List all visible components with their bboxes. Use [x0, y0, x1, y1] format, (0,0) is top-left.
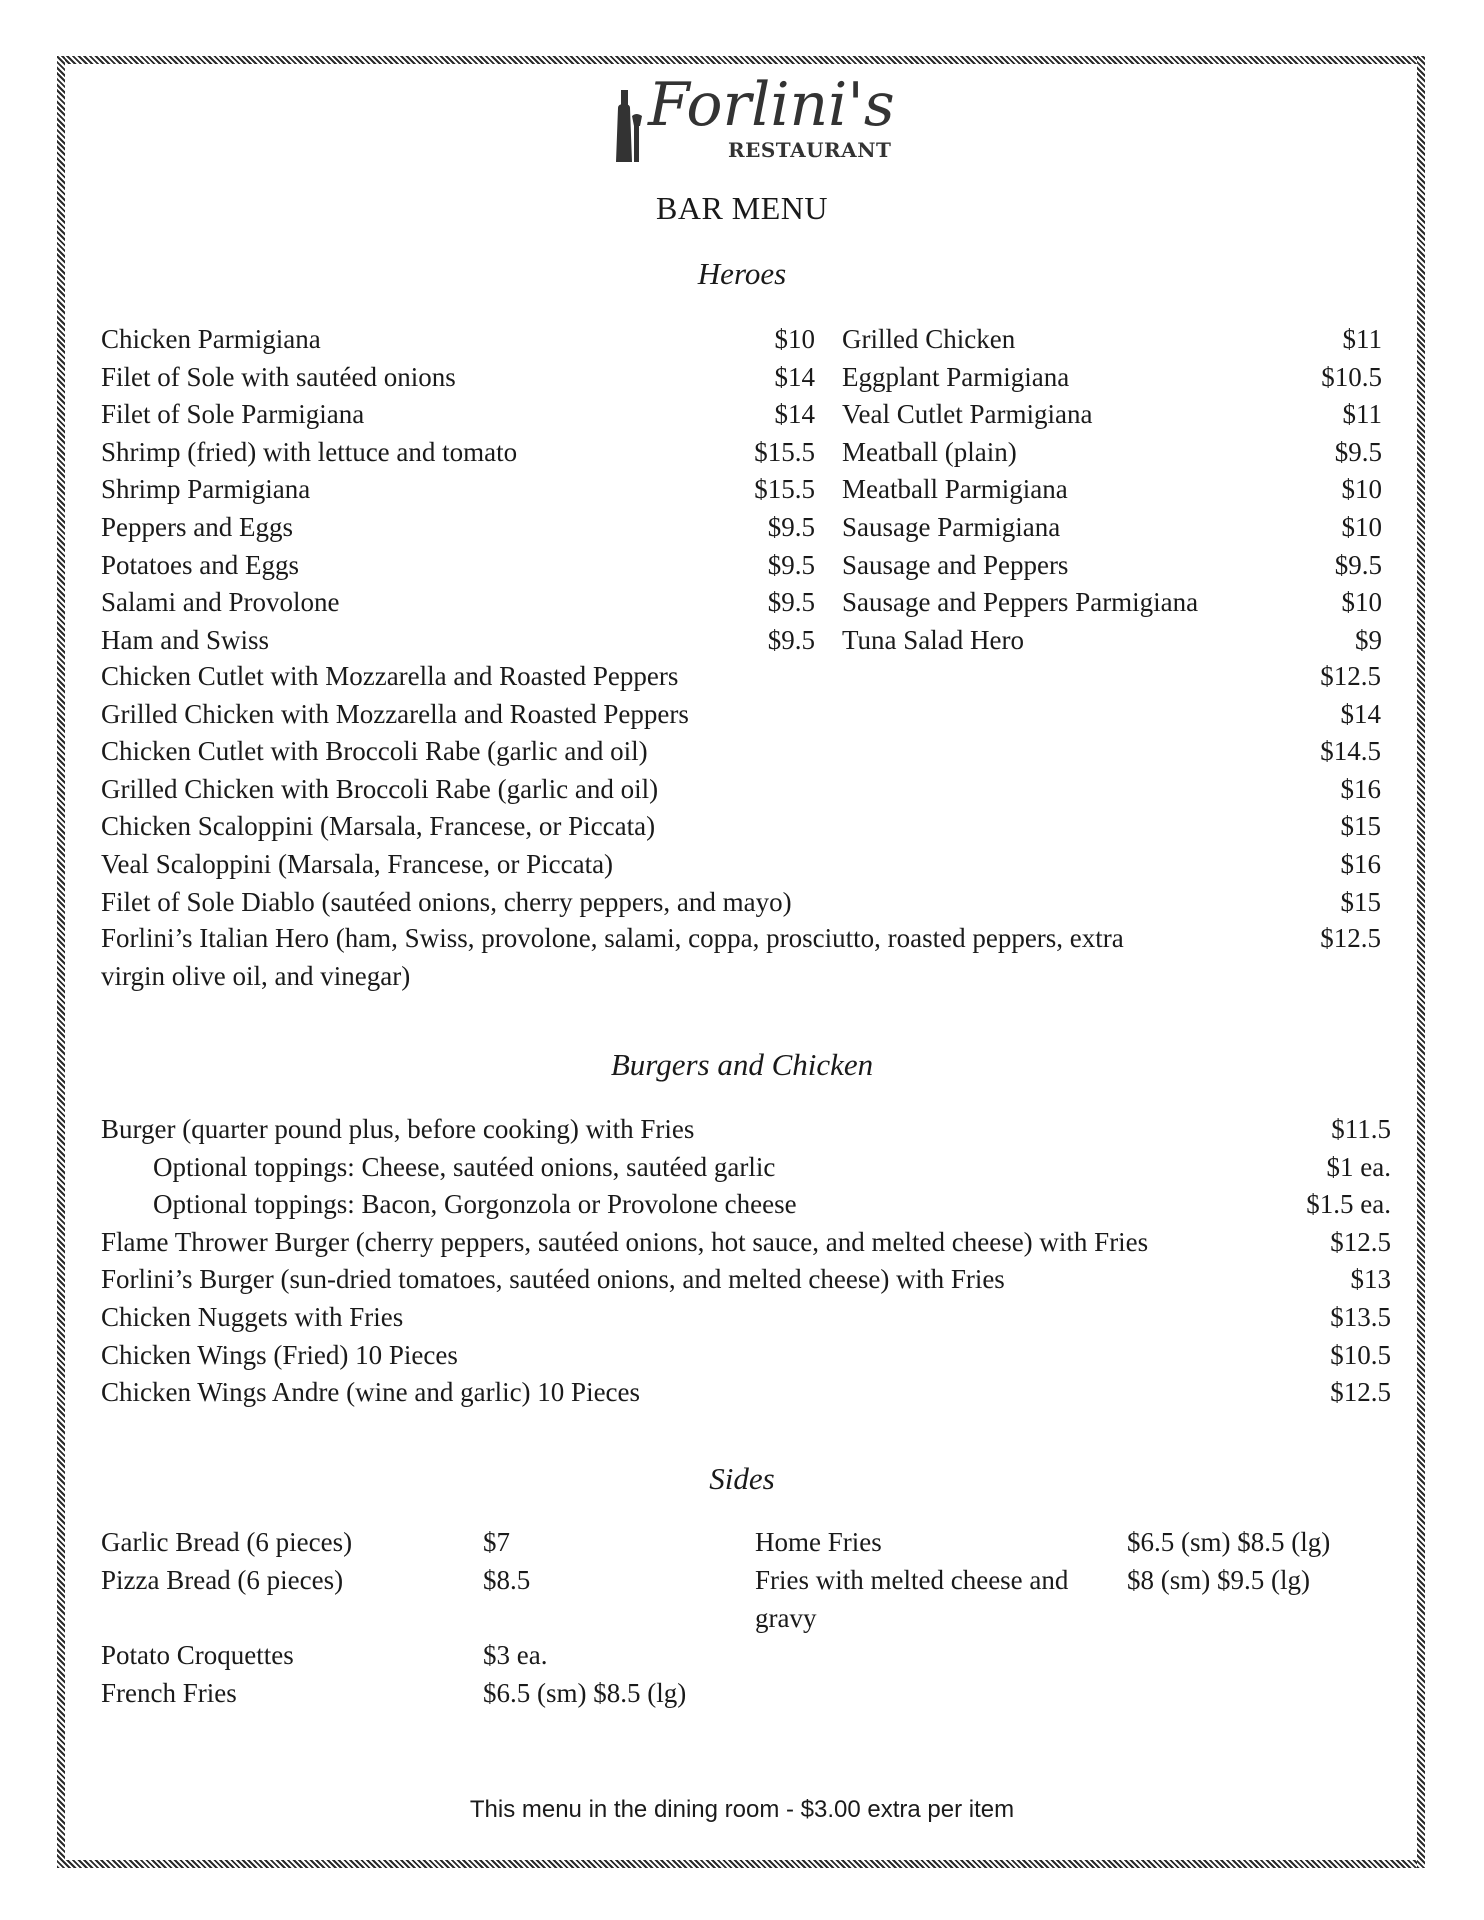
side-item: [755, 1523, 882, 1561]
border-top: [57, 56, 1425, 64]
item-price: $10: [1341, 512, 1382, 542]
item-price: $1 ea.: [1326, 1151, 1391, 1182]
menu-item: [101, 470, 815, 508]
item-name: Veal Cutlet Parmigiana: [842, 399, 1093, 430]
item-name: Sausage and Peppers: [842, 549, 1069, 580]
item-name: Pizza Bread (6 pieces): [101, 1565, 344, 1595]
item-price: $14: [774, 399, 815, 430]
item-price: $9.5: [767, 549, 815, 580]
item-name: Shrimp Parmigiana: [101, 474, 311, 505]
item-price: $13: [1350, 1264, 1391, 1295]
menu-item: [842, 583, 1382, 621]
side-item-continued: [755, 1599, 816, 1637]
item-price: $13.5: [1330, 1302, 1391, 1332]
item-price: $12.5: [1330, 1377, 1391, 1408]
menu-item: [842, 358, 1382, 396]
item-price: $16: [1340, 773, 1381, 804]
border-bottom: [57, 1860, 1425, 1868]
menu-item: [842, 395, 1382, 433]
item-name: Grilled Chicken: [842, 324, 1016, 354]
italian-hero-item: [101, 919, 1381, 957]
item-name: Meatball Parmigiana: [842, 474, 1068, 505]
menu-item: [101, 508, 815, 546]
side-item: [101, 1523, 352, 1561]
item-name: Home Fries: [755, 1527, 882, 1557]
item-name: Optional toppings: Cheese, sautéed onions, sautéed garlic: [153, 1151, 776, 1182]
item-name: Chicken Scaloppini (Marsala, Francese, or Piccata): [101, 811, 656, 842]
item-price: $12.5: [1330, 1226, 1391, 1257]
menu-item: [101, 807, 1381, 845]
side-price: $6.5 (sm) $8.5 (lg): [1127, 1527, 1331, 1557]
item-name: Sausage Parmigiana: [842, 512, 1061, 542]
side-price: $7: [483, 1527, 510, 1557]
item-price: $11: [1342, 399, 1382, 430]
item-name: Forlini’s Burger (sun-dried tomatoes, sautéed onions, and melted cheese) with Fries: [101, 1264, 1005, 1295]
menu-item: [101, 1148, 1391, 1186]
menu-item: [101, 845, 1381, 883]
item-name: Chicken Wings Andre (wine and garlic) 10 Pieces: [101, 1377, 641, 1408]
border-left: [57, 56, 65, 1868]
menu-item: [842, 508, 1382, 546]
item-name: Filet of Sole with sautéed onions: [101, 361, 456, 392]
item-name: Veal Scaloppini (Marsala, Francese, or Piccata): [101, 849, 614, 879]
item-price: $14.5: [1320, 736, 1381, 767]
item-price: $15: [1340, 811, 1381, 842]
restaurant-logo: [610, 70, 895, 170]
logo-subtitle: RESTAURANT: [728, 138, 892, 162]
item-name: Chicken Wings (Fried) 10 Pieces: [101, 1339, 458, 1370]
menu-item: [101, 1260, 1391, 1298]
menu-item: [101, 621, 815, 659]
item-name: Garlic Bread (6 pieces): [101, 1527, 353, 1557]
item-name: Filet of Sole Diablo (sautéed onions, cherry peppers, and mayo): [101, 886, 792, 917]
menu-item: [101, 1336, 1391, 1374]
menu-item: [101, 732, 1381, 770]
menu-item: [101, 1223, 1391, 1261]
item-price: $12.5: [1320, 923, 1381, 953]
menu-item: [101, 395, 815, 433]
side-item: [755, 1561, 1068, 1599]
item-name: Flame Thrower Burger (cherry peppers, sautéed onions, hot sauce, and melted cheese) with Fries: [101, 1226, 1149, 1257]
item-price: $9.5: [1334, 549, 1382, 580]
menu-item: [101, 770, 1381, 808]
menu-item: [101, 1110, 1391, 1148]
side-item: [101, 1561, 343, 1599]
heroes-section-title: Heroes: [697, 256, 787, 291]
side-price: $8.5: [483, 1565, 531, 1595]
item-price: $10: [1341, 587, 1382, 618]
menu-item: [842, 546, 1382, 584]
side-price: $6.5 (sm) $8.5 (lg): [483, 1678, 687, 1708]
item-name: Tuna Salad Hero: [842, 624, 1024, 655]
item-price: $12.5: [1320, 661, 1381, 691]
item-name: Chicken Parmigiana: [101, 324, 321, 354]
item-name: Eggplant Parmigiana: [842, 361, 1070, 392]
item-price: $15.5: [754, 474, 815, 505]
item-price: $10: [774, 324, 815, 354]
menu-item: [101, 433, 815, 471]
item-name: Sausage and Peppers Parmigiana: [842, 587, 1199, 618]
item-name: Potato Croquettes: [101, 1640, 294, 1670]
item-name: Fries with melted cheese and: [755, 1565, 1069, 1595]
menu-item: [101, 320, 815, 358]
side-price: $3 ea.: [483, 1640, 548, 1670]
item-name: French Fries: [101, 1678, 237, 1708]
item-name: Chicken Nuggets with Fries: [101, 1302, 404, 1332]
sides-section-title: Sides: [709, 1461, 775, 1496]
item-price: $16: [1340, 849, 1381, 879]
item-price: $9.5: [767, 512, 815, 542]
item-name: Filet of Sole Parmigiana: [101, 399, 365, 430]
menu-item: [101, 883, 1381, 921]
menu-item: [842, 621, 1382, 659]
item-price: $14: [774, 361, 815, 392]
item-price: $14: [1340, 698, 1381, 729]
item-name: gravy: [755, 1603, 817, 1633]
side-price: $8 (sm) $9.5 (lg): [1127, 1565, 1310, 1595]
item-price: $9.5: [1334, 436, 1382, 467]
menu-item: [842, 433, 1382, 471]
menu-item: [842, 470, 1382, 508]
item-name: Grilled Chicken with Broccoli Rabe (garlic and oil): [101, 773, 659, 804]
side-item: [101, 1674, 237, 1712]
item-price: $10.5: [1321, 361, 1382, 392]
item-name: Peppers and Eggs: [101, 512, 293, 542]
item-name: Burger (quarter pound plus, before cooking) with Fries: [101, 1114, 695, 1144]
menu-item: [101, 1373, 1391, 1411]
menu-item: [101, 583, 815, 621]
side-item: [101, 1636, 294, 1674]
burgers-section-title: Burgers and Chicken: [610, 1047, 874, 1082]
item-name: Salami and Provolone: [101, 587, 340, 618]
item-price: $11.5: [1331, 1114, 1391, 1144]
item-name: Grilled Chicken with Mozzarella and Roasted Peppers: [101, 698, 689, 729]
item-name: Meatball (plain): [842, 436, 1017, 467]
item-price: $9.5: [767, 624, 815, 655]
logo-script: Forlini's: [648, 70, 895, 140]
menu-item: [842, 320, 1382, 358]
menu-item: [101, 695, 1381, 733]
item-name: Ham and Swiss: [101, 624, 269, 655]
menu-item: [101, 657, 1381, 695]
item-name: Chicken Cutlet with Mozzarella and Roasted Peppers: [101, 661, 679, 691]
item-price: $10.5: [1330, 1339, 1391, 1370]
item-name: Shrimp (fried) with lettuce and tomato: [101, 436, 518, 467]
item-price: $15.5: [754, 436, 815, 467]
item-name: Chicken Cutlet with Broccoli Rabe (garlic and oil): [101, 736, 648, 767]
menu-item: [101, 1185, 1391, 1223]
page-title: BAR MENU: [655, 190, 828, 226]
item-price: $10: [1341, 474, 1382, 505]
menu-item: [101, 358, 815, 396]
menu-item: [101, 546, 815, 584]
border-right: [1417, 56, 1425, 1868]
item-price: $11: [1342, 324, 1382, 354]
item-name: Forlini’s Italian Hero (ham, Swiss, provolone, salami, coppa, prosciutto, roasted peppers, extra: [101, 923, 1124, 953]
italian-hero-item-continued: [101, 957, 1381, 995]
dining-room-note: This menu in the dining room - $3.00 extra per item: [469, 1796, 1015, 1823]
item-name: Optional toppings: Bacon, Gorgonzola or Provolone cheese: [153, 1189, 797, 1220]
item-price: $1.5 ea.: [1306, 1189, 1391, 1220]
item-name: virgin olive oil, and vinegar): [101, 961, 411, 991]
item-price: $9.5: [767, 587, 815, 618]
item-name: Potatoes and Eggs: [101, 549, 299, 580]
item-price: $9: [1355, 624, 1382, 655]
item-price: $15: [1340, 886, 1381, 917]
menu-item: [101, 1298, 1391, 1336]
